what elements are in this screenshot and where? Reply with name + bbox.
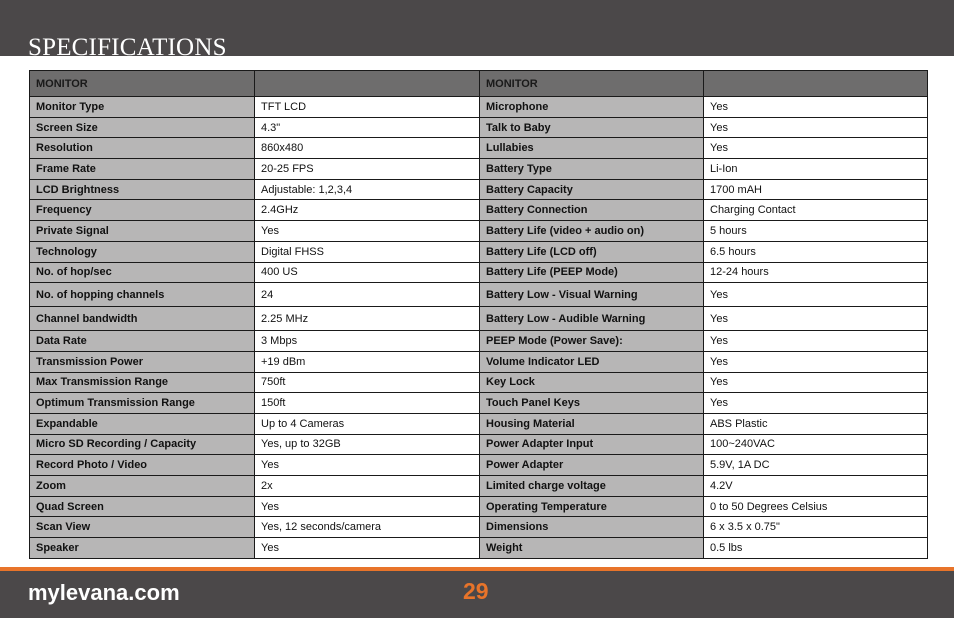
- page-number: 29: [463, 578, 489, 604]
- spec-label: Dimensions: [480, 517, 704, 538]
- spec-label: Operating Temperature: [480, 496, 704, 517]
- spec-value: 24: [255, 283, 480, 307]
- spec-value: 750ft: [255, 372, 480, 393]
- spec-value: 4.2V: [704, 476, 928, 497]
- spec-value: 150ft: [255, 393, 480, 414]
- spec-label: Battery Life (video + audio on): [480, 221, 704, 242]
- table-header-cell: MONITOR: [480, 71, 704, 97]
- table-row: [30, 138, 928, 159]
- spec-value: Yes: [704, 97, 928, 118]
- spec-value: 12-24 hours: [704, 262, 928, 283]
- table-row: [30, 455, 928, 476]
- spec-label: Record Photo / Video: [30, 455, 255, 476]
- spec-value: Yes, 12 seconds/camera: [255, 517, 480, 538]
- spec-label: Volume Indicator LED: [480, 351, 704, 372]
- spec-label: Battery Capacity: [480, 179, 704, 200]
- spec-value: Yes: [704, 307, 928, 331]
- spec-label: LCD Brightness: [30, 179, 255, 200]
- spec-value: 3 Mbps: [255, 331, 480, 352]
- spec-label: No. of hop/sec: [30, 262, 255, 283]
- table-row: [30, 179, 928, 200]
- table-row: [30, 200, 928, 221]
- spec-label: Lullabies: [480, 138, 704, 159]
- spec-value: Digital FHSS: [255, 241, 480, 262]
- spec-value: Adjustable: 1,2,3,4: [255, 179, 480, 200]
- table-row: [30, 496, 928, 517]
- table-row: [30, 372, 928, 393]
- table-row: [30, 117, 928, 138]
- spec-label: Speaker: [30, 538, 255, 559]
- table-row: [30, 307, 928, 331]
- spec-value: 5.9V, 1A DC: [704, 455, 928, 476]
- spec-label: Battery Life (PEEP Mode): [480, 262, 704, 283]
- spec-label: PEEP Mode (Power Save):: [480, 331, 704, 352]
- spec-label: Scan View: [30, 517, 255, 538]
- spec-label: Transmission Power: [30, 351, 255, 372]
- spec-label: No. of hopping channels: [30, 283, 255, 307]
- table-row: [30, 517, 928, 538]
- spec-value: Yes: [704, 351, 928, 372]
- table-row: [30, 262, 928, 283]
- spec-value: 2.25 MHz: [255, 307, 480, 331]
- specifications-table: [29, 70, 928, 559]
- spec-label: Weight: [480, 538, 704, 559]
- spec-value: 100~240VAC: [704, 434, 928, 455]
- spec-label: Technology: [30, 241, 255, 262]
- spec-label: Expandable: [30, 413, 255, 434]
- spec-label: Talk to Baby: [480, 117, 704, 138]
- spec-label: Battery Type: [480, 159, 704, 180]
- table-header-cell: MONITOR: [30, 71, 255, 97]
- spec-label: Battery Low - Visual Warning: [480, 283, 704, 307]
- table-row: [30, 331, 928, 352]
- spec-value: 2x: [255, 476, 480, 497]
- spec-label: Power Adapter: [480, 455, 704, 476]
- spec-value: 1700 mAH: [704, 179, 928, 200]
- spec-value: Yes: [255, 455, 480, 476]
- table-row: [30, 159, 928, 180]
- spec-value: Yes: [704, 372, 928, 393]
- spec-label: Key Lock: [480, 372, 704, 393]
- spec-label: Power Adapter Input: [480, 434, 704, 455]
- spec-value: TFT LCD: [255, 97, 480, 118]
- spec-label: Battery Connection: [480, 200, 704, 221]
- spec-value: Yes: [255, 221, 480, 242]
- table-row: [30, 351, 928, 372]
- table-header-cell: [255, 71, 480, 97]
- spec-label: Frequency: [30, 200, 255, 221]
- table-row: [30, 283, 928, 307]
- spec-value: Yes: [704, 138, 928, 159]
- spec-value: 5 hours: [704, 221, 928, 242]
- spec-value: 2.4GHz: [255, 200, 480, 221]
- table-row: [30, 413, 928, 434]
- spec-value: 0.5 lbs: [704, 538, 928, 559]
- spec-value: +19 dBm: [255, 351, 480, 372]
- spec-value: 4.3": [255, 117, 480, 138]
- table-header-row: [30, 71, 928, 97]
- spec-label: Resolution: [30, 138, 255, 159]
- footer-website: mylevana.com: [28, 580, 180, 605]
- spec-value: Yes: [704, 331, 928, 352]
- table-row: [30, 434, 928, 455]
- spec-value: 0 to 50 Degrees Celsius: [704, 496, 928, 517]
- table-row: [30, 476, 928, 497]
- spec-label: Monitor Type: [30, 97, 255, 118]
- table-row: [30, 221, 928, 242]
- spec-label: Limited charge voltage: [480, 476, 704, 497]
- spec-value: Yes: [704, 117, 928, 138]
- spec-value: 6.5 hours: [704, 241, 928, 262]
- spec-label: Housing Material: [480, 413, 704, 434]
- spec-label: Screen Size: [30, 117, 255, 138]
- spec-label: Quad Screen: [30, 496, 255, 517]
- spec-value: Yes: [704, 393, 928, 414]
- spec-value: Charging Contact: [704, 200, 928, 221]
- spec-value: Yes: [255, 538, 480, 559]
- spec-label: Max Transmission Range: [30, 372, 255, 393]
- spec-label: Battery Low - Audible Warning: [480, 307, 704, 331]
- spec-label: Optimum Transmission Range: [30, 393, 255, 414]
- table-row: [30, 393, 928, 414]
- spec-value: Yes: [255, 496, 480, 517]
- table-row: [30, 97, 928, 118]
- spec-value: ABS Plastic: [704, 413, 928, 434]
- spec-label: Micro SD Recording / Capacity: [30, 434, 255, 455]
- spec-value: Yes, up to 32GB: [255, 434, 480, 455]
- table-row: [30, 538, 928, 559]
- spec-value: 860x480: [255, 138, 480, 159]
- spec-label: Frame Rate: [30, 159, 255, 180]
- spec-value: 20-25 FPS: [255, 159, 480, 180]
- spec-label: Channel bandwidth: [30, 307, 255, 331]
- spec-value: Up to 4 Cameras: [255, 413, 480, 434]
- spec-label: Touch Panel Keys: [480, 393, 704, 414]
- table-row: [30, 241, 928, 262]
- spec-label: Private Signal: [30, 221, 255, 242]
- table-header-cell: [704, 71, 928, 97]
- spec-value: 6 x 3.5 x 0.75": [704, 517, 928, 538]
- page-header: [0, 0, 954, 61]
- page-footer: [0, 571, 954, 618]
- spec-value: Yes: [704, 283, 928, 307]
- page-title: SPECIFICATIONS: [28, 34, 227, 61]
- spec-label: Microphone: [480, 97, 704, 118]
- spec-value: 400 US: [255, 262, 480, 283]
- spec-label: Zoom: [30, 476, 255, 497]
- spec-label: Battery Life (LCD off): [480, 241, 704, 262]
- spec-value: Li-Ion: [704, 159, 928, 180]
- spec-label: Data Rate: [30, 331, 255, 352]
